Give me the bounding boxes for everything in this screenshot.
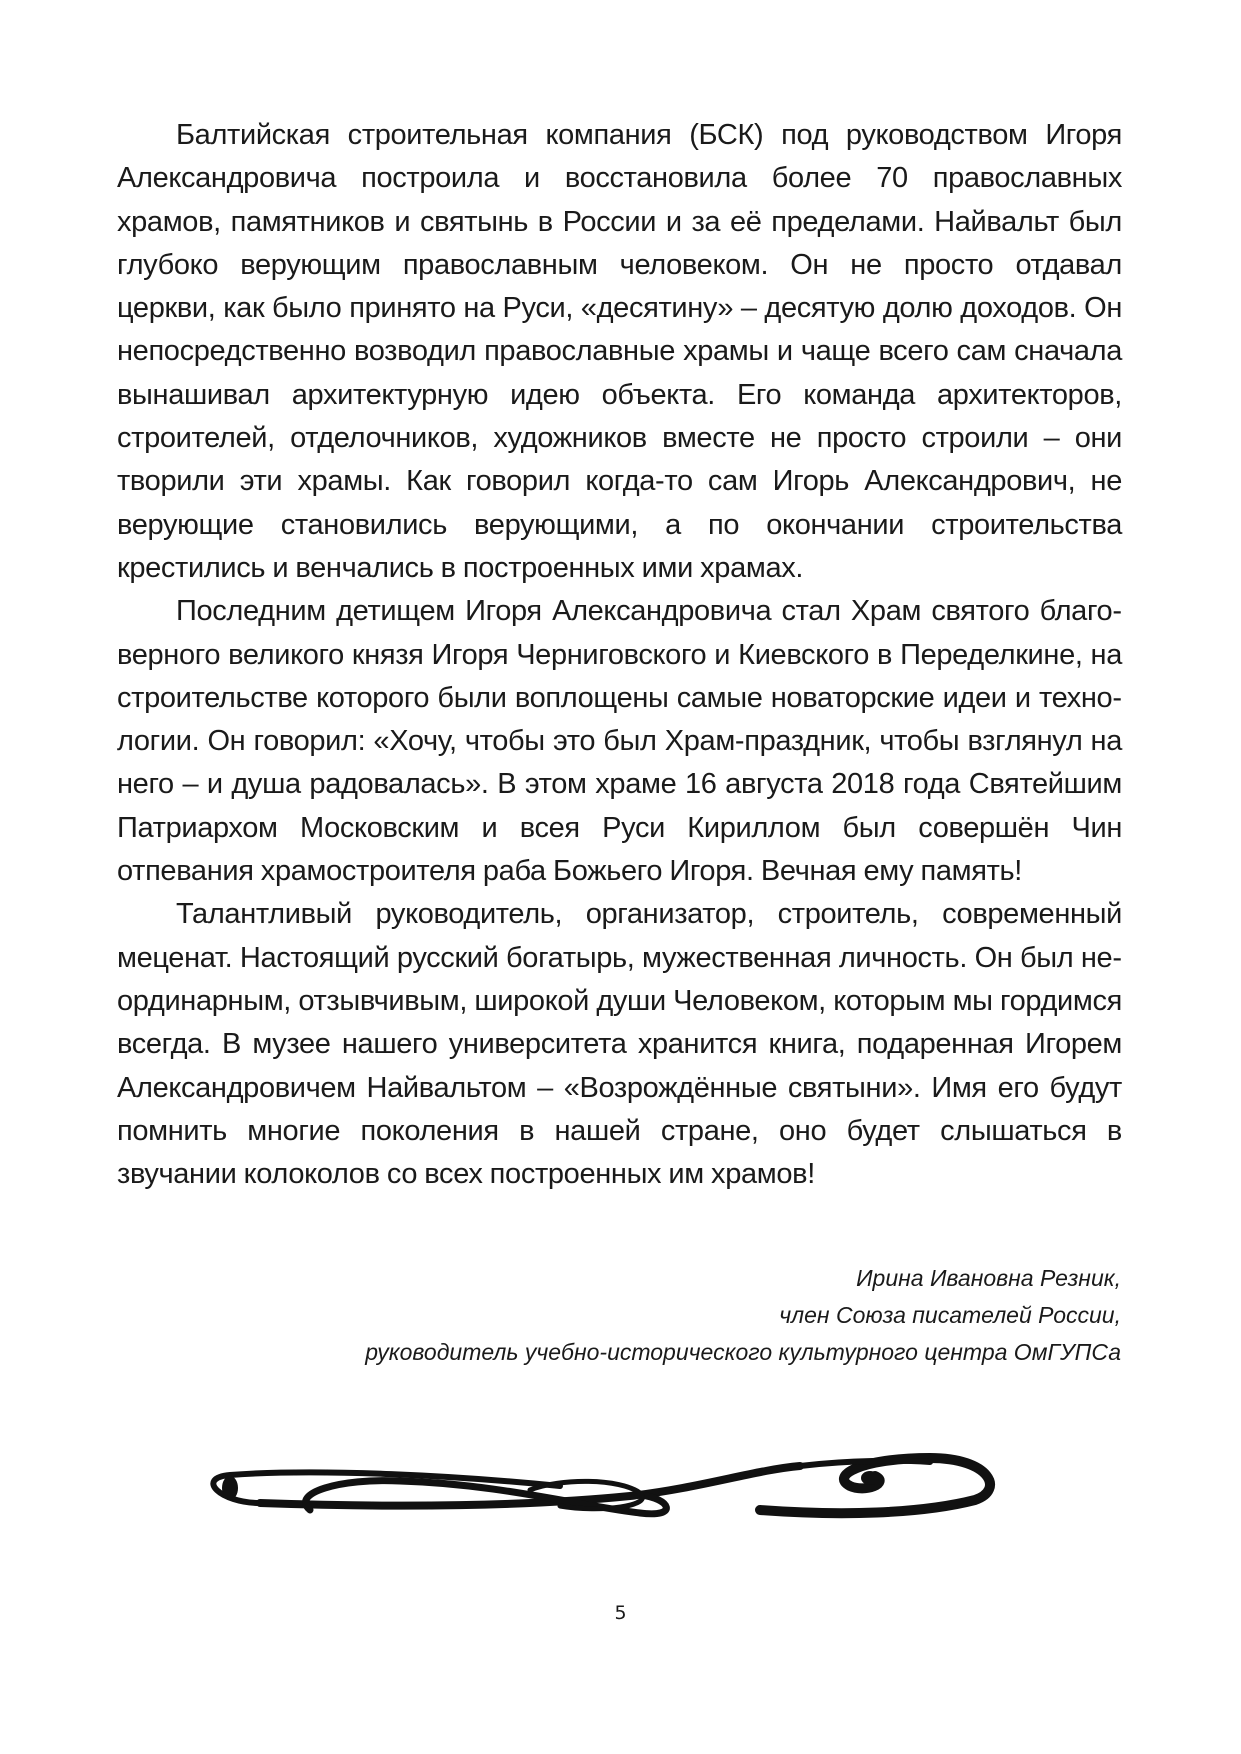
paragraph-2: Последним детищем Игоря Александровича стал Храм святого благоверного великого князя Игоря Черниговского и Киевского в Переделкине, на строительстве которого были воплощены самые новаторские идеи и технологии. Он говорил: «Хочу, чтобы это был Храм-праздник, чтобы взглянул на него – и душа радовалась». В этом храме 16 августа 2018 года Святейшим Патриархом Московским и всея Руси Кириллом был совершён Чин отпевания храмостроителя раба Божьего Игоря. Вечная ему память! — [117, 595, 1122, 888]
flourish-right-terminal — [861, 1471, 879, 1485]
page-number: 5 — [614, 1602, 627, 1624]
author-name: Ирина Ивановна Резник, — [856, 1265, 1121, 1291]
author-signature — [221, 1260, 1121, 1371]
author-role-1: член Союза писателей России, — [779, 1302, 1121, 1328]
paragraph-3: Талантливый руководитель, организатор, строитель, современный меценат. Настоящий русский богатырь, мужественная личность. Он был неординарным, отзывчивым, широкой души Человеком, которым мы гордимся всегда. В музее нашего университета хранится книга, подаренная Игорем Александровичем Найвальтом – «Возрождённые святыни». Имя его будут помнить многие поколения в нашей стране, оно будет слышаться в звучании колоколов со всех построенных им храмов! — [117, 898, 1122, 1191]
flourish-left-terminal — [222, 1476, 238, 1500]
article-body — [117, 114, 1122, 1196]
author-role-2: руководитель учебно-исторического культурного центра ОмГУПСа — [365, 1339, 1121, 1365]
paragraph-1: Балтийская строительная компания (БСК) под руководством Игоря Александровича построила и восстановила более 70 православных храмов, памятников и святынь в России и за её пределами. Найвальт был глубоко верующим православным человеком. Он не просто отдавал церкви, как было принято на Руси, «десятину» – десятую долю доходов. Он непосредственно возводил православные храмы и чаще всего сам сначала вынашивал архитектурную идею объекта. Его команда архитекторов, строителей, отделочников, художников вместе не просто строили – они творили эти храмы. Как говорил когда-то сам Игорь Александрович, не верующие становились верующими, а по окончании строительства крестились и венчались в построенных ими храмах. — [117, 119, 1122, 584]
decorative-swirl-divider-icon — [200, 1448, 1050, 1548]
